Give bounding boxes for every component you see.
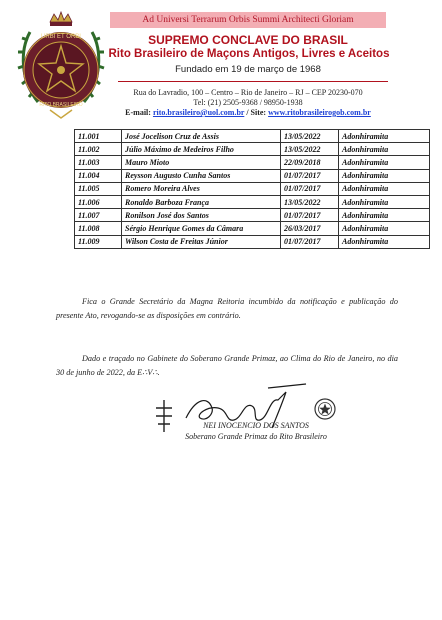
- contact-line: [110, 108, 386, 117]
- table-row: [75, 195, 430, 208]
- header-banner: Ad Universi Terrarum Orbis Summi Architecti Gloriam: [110, 12, 386, 28]
- org-subtitle: Rito Brasileiro de Maçons Antigos, Livres e Aceitos: [108, 48, 390, 60]
- member-date: 26/03/2017: [281, 222, 339, 235]
- member-number: 11.005: [75, 182, 122, 195]
- member-grade: Adonhiramita: [339, 169, 430, 182]
- member-name: Mauro Mioto: [122, 156, 281, 169]
- member-grade: Adonhiramita: [339, 156, 430, 169]
- org-title: SUPREMO CONCLAVE DO BRASIL: [148, 33, 348, 47]
- member-grade: Adonhiramita: [339, 222, 430, 235]
- member-number: 11.009: [75, 235, 122, 248]
- member-name: Romero Moreira Alves: [122, 182, 281, 195]
- email-label: E-mail:: [125, 108, 151, 117]
- member-date: 22/09/2018: [281, 156, 339, 169]
- member-grade: Adonhiramita: [339, 182, 430, 195]
- member-date: 01/07/2017: [281, 169, 339, 182]
- header-divider: [118, 81, 388, 82]
- member-number: 11.006: [75, 195, 122, 208]
- logo-bottom-text: RITO BRASILEIRO: [39, 102, 83, 108]
- member-grade: Adonhiramita: [339, 143, 430, 156]
- address-line: Rua do Lavradio, 100 – Centro – Rio de Janeiro – RJ – CEP 20230-070: [133, 88, 363, 97]
- table-row: [75, 130, 430, 143]
- table-row: [75, 182, 430, 195]
- member-name: Sérgio Henrique Gomes da Câmara: [122, 222, 281, 235]
- member-name: José Jocelison Cruz de Assis: [122, 130, 281, 143]
- member-date: 01/07/2017: [281, 182, 339, 195]
- paragraph-dated: Dado e traçado no Gabinete do Soberano Grande Primaz, ao Clima do Rio de Janeiro, no dia 30 de junho de 2022, da E∴V∴.: [56, 354, 398, 377]
- member-grade: Adonhiramita: [339, 195, 430, 208]
- member-name: Ronaldo Barboza França: [122, 195, 281, 208]
- member-date: 01/07/2017: [281, 209, 339, 222]
- phone-line: Tel: (21) 2505-9368 / 98950-1938: [193, 98, 303, 107]
- table-row: [75, 143, 430, 156]
- member-name: Wilson Costa de Freitas Júnior: [122, 235, 281, 248]
- member-name: Júlio Máximo de Medeiros Filho: [122, 143, 281, 156]
- member-number: 11.007: [75, 209, 122, 222]
- site-label: / Site:: [246, 108, 267, 117]
- signer-role: Soberano Grande Primaz do Rito Brasileiro: [185, 432, 327, 441]
- member-grade: Adonhiramita: [339, 130, 430, 143]
- member-date: 13/05/2022: [281, 143, 339, 156]
- signer-name: NEI INOCENCIO DOS SANTOS: [203, 421, 309, 430]
- member-date: 13/05/2022: [281, 130, 339, 143]
- paragraph-notification: Fica o Grande Secretário da Magna Reitoria incumbido da notificação e publicação do presente Ato, revogando-se as disposições em contrário.: [56, 297, 398, 320]
- member-date: 01/07/2017: [281, 235, 339, 248]
- table-row: [75, 156, 430, 169]
- member-grade: Adonhiramita: [339, 235, 430, 248]
- member-number: 11.002: [75, 143, 122, 156]
- member-number: 11.008: [75, 222, 122, 235]
- members-table: [74, 129, 430, 249]
- member-name: Reysson Augusto Cunha Santos: [122, 169, 281, 182]
- table-row: [75, 222, 430, 235]
- table-row: [75, 209, 430, 222]
- crown-icon: [50, 12, 72, 22]
- member-date: 13/05/2022: [281, 195, 339, 208]
- founded-date: Fundado em 19 de março de 1968: [175, 64, 321, 75]
- member-number: 11.003: [75, 156, 122, 169]
- member-number: 11.004: [75, 169, 122, 182]
- member-grade: Adonhiramita: [339, 209, 430, 222]
- member-name: Ronilson José dos Santos: [122, 209, 281, 222]
- table-row: [75, 235, 430, 248]
- rito-brasileiro-logo: [16, 10, 106, 122]
- seal-icon: [314, 398, 336, 420]
- table-row: [75, 169, 430, 182]
- site-link[interactable]: www.ritobrasileirogob.com.br: [268, 108, 371, 117]
- email-link[interactable]: rito.brasileiro@uol.com.br: [152, 108, 245, 117]
- member-number: 11.001: [75, 130, 122, 143]
- logo-top-text: URBI ET ORBI: [41, 34, 81, 40]
